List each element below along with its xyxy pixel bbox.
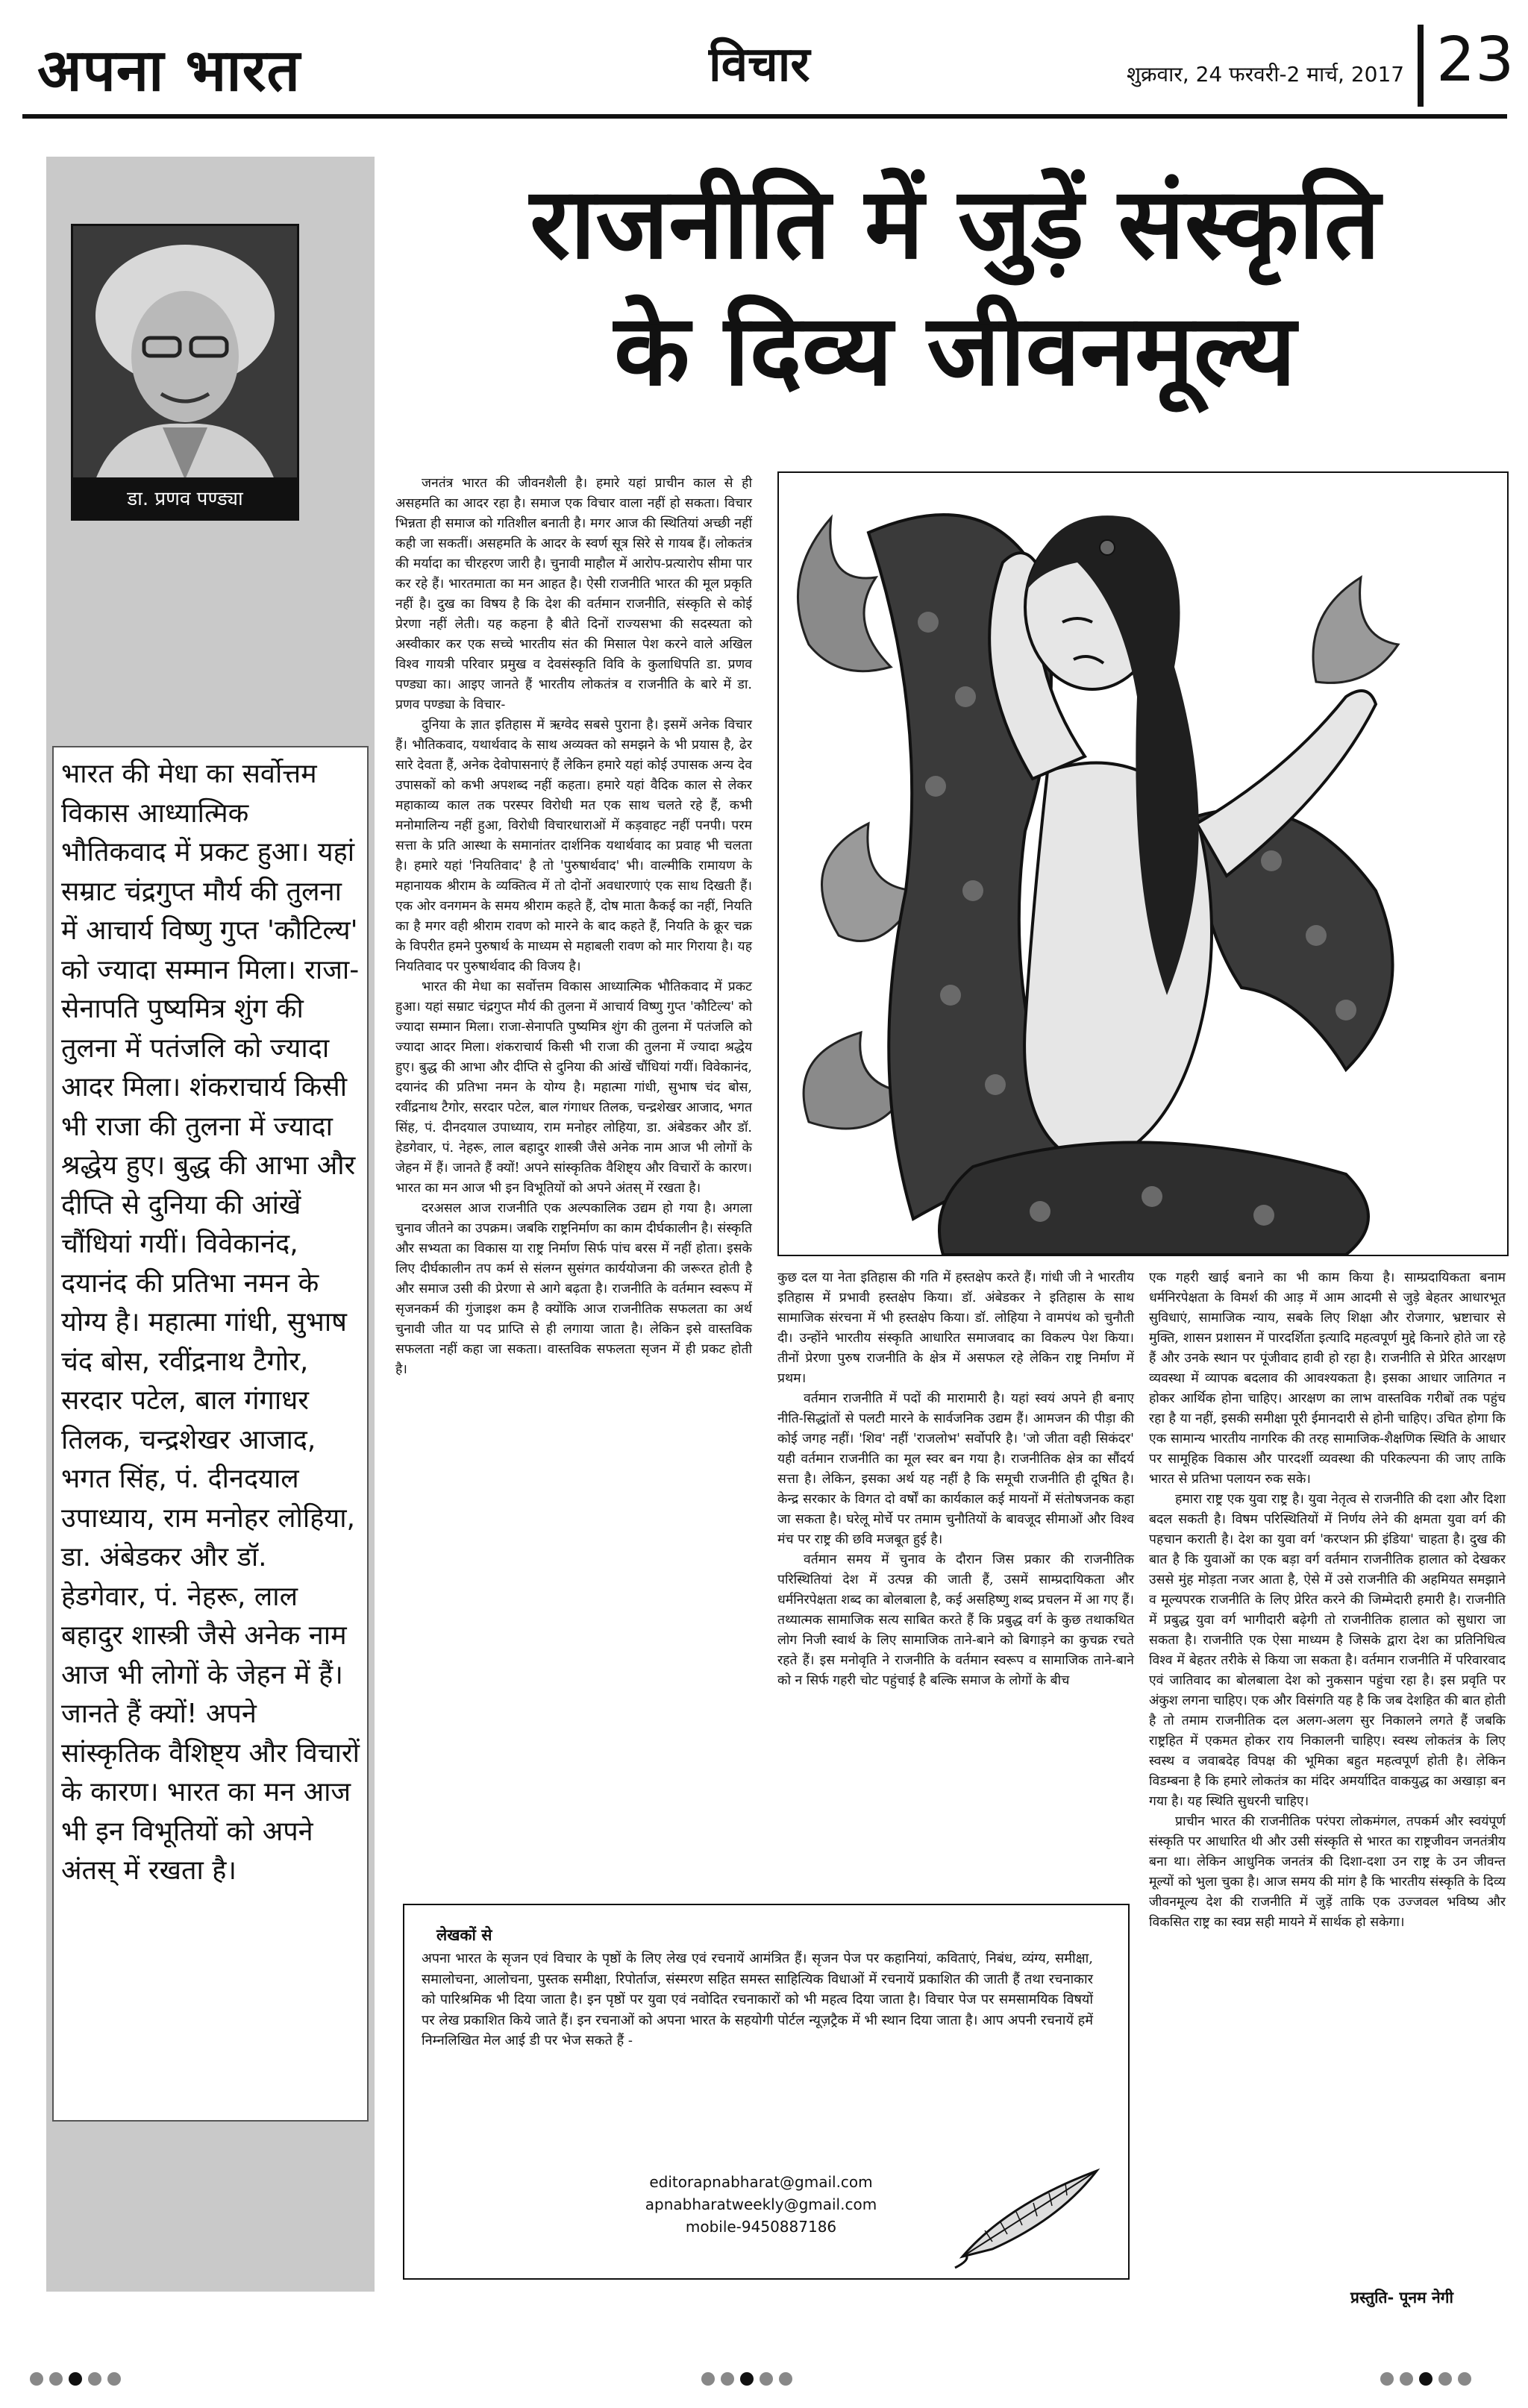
article-column-1 [395,474,752,1380]
headline [395,160,1515,414]
paragraph: दुनिया के ज्ञात इतिहास में ऋग्वेद सबसे पुराना है। इसमें अनेक विचार हैं। भौतिकवाद, यथार्थवाद के साथ अव्यक्त को समझने के भी प्रयास है, ढेर सारे देवता हैं, अनेक देवोपासनाएं हैं लेकिन हमारे यहां कोई उपासक अन्य देव उपासकों को कभी अपशब्द नहीं कहता। हमारे यहां वैदिक काल से लेकर महाकाव्य काल तक परस्पर विरोधी मत एक साथ चलते रहे हैं, कभी मनोमालिन्य नहीं हुआ, विरोधी विचारधाराओं में कड़वाहट नहीं पनपी। परम सत्ता के प्रति आस्था के समानांतर दार्शनिक यथार्थवाद का प्रवाह भी चलता है। हमारे यहां 'नियतिवाद' है तो 'पुरुषार्थवाद' भी। वाल्मीकि रामायण के महानायक श्रीराम के व्यक्तित्व में तो दोनों अवधारणाएं एक साथ दिखती हैं। एक ओर वनगमन के समय श्रीराम कहते हैं, दोष माता कैकई का नहीं, नियति का है मगर वही श्रीराम रावण को मारने के बाद कहते हैं, नियति के क्रूर चक्र के विपरीत हमने पुरुषार्थ के माध्यम से महाबली रावण को मार गिराया है। यह नियतिवाद पर पुरुषार्थवाद की विजय है। [395,718,752,974]
paragraph: प्राचीन भारत की राजनीतिक परंपरा लोकमंगल, तपकर्म और स्वयंपूर्ण संस्कृति पर आधारित थी और उसी संस्कृति से भारत का राष्ट्रजीवन जनतंत्रीय बना था। लेकिन आधुनिक जनतंत्र की दिशा-दशा उन राष्ट्र के उन जीवन्त मूल्यों को भुला चुका है। आज समय की मांग है कि भारतीय संस्कृति के दिव्य जीवनमूल्य देश की राजनीति में जुड़ें ताकि एक उज्जवल भविष्य और विकसित राष्ट्र का स्वप्न सही मायने में सार्थक हो सकेगा। [1149,1814,1506,1930]
writers-notice-heading: लेखकों से [436,1926,492,1944]
paragraph: कुछ दल या नेता इतिहास की गति में हस्तक्षेप करते हैं। गांधी जी ने भारतीय इतिहास में प्रभावी हस्तक्षेप किया। डॉ. अंबेडकर ने इतिहास के साथ सामाजिक संरचना में भी हस्तक्षेप किया। डॉ. लोहिया ने वामपंथ को चुनौती दी। उन्होंने भारतीय संस्कृति आधारित समाजवाद का विकल्प पेश किया। तीनों प्रेरणा पुरुष राजनीति के क्षेत्र में असफल रहे लेकिन राष्ट्र निर्माण में प्रथम। [777,1270,1135,1386]
page-number-divider [1418,25,1424,107]
author-photo [71,224,299,482]
headline-line-1: राजनीति में जुड़ें संस्कृति [530,166,1380,281]
issue-date: शुक्रवार, 24 फरवरी-2 मार्च, 2017 [1127,62,1405,87]
section-name: विचार [709,37,810,93]
footer-dots-right [1380,2372,1471,2386]
email-address-2[interactable]: apnabharatweekly@gmail.com [645,2195,877,2213]
footer-dots-left [30,2372,121,2386]
pull-quote: भारत की मेधा का सर्वोत्तम विकास आध्यात्मिक भौतिकवाद में प्रकट हुआ। यहां सम्राट चंद्रगुप्त मौर्य की तुलना में आचार्य विष्णु गुप्त 'कौटिल्य' को ज्यादा सम्मान मिला। राजा-सेनापति पुष्यमित्र शुंग की तुलना में पतंजलि को ज्यादा आदर मिला। शंकराचार्य किसी भी राजा की तुलना में ज्यादा श्रद्धेय हुए। बुद्ध की आभा और दीप्ति से दुनिया की आंखें चौंधियां गयीं। विवेकानंद, दयानंद की प्रतिभा नमन के योग्य है। महात्मा गांधी, सुभाष चंद बोस, रवींद्रनाथ टैगोर, सरदार पटेल, बाल गंगाधर तिलक, चन्द्रशेखर आजाद, भगत सिंह, पं. दीनदयाल उपाध्याय, राम मनोहर लोहिया, डा. अंबेडकर और डॉ. हेडगेवार, पं. नेहरू, लाल बहादुर शास्त्री जैसे अनेक नाम आज भी लोगों के जेहन में हैं। जानते हैं क्यों! अपने सांस्कृतिक वैशिष्ट्य और विचारों के कारण। भारत का मन आज भी इन विभूतियों को अपने अंतस् में रखता है। [61,759,360,1886]
illustration-woman-saree-image [779,473,1507,1255]
mobile-number: mobile-9450887186 [685,2218,837,2236]
footer-decoration [0,2372,1528,2402]
writers-contact [604,2171,918,2238]
paragraph: वर्तमान राजनीति में पदों की मारामारी है। यहां स्वयं अपने ही बनाए नीति-सिद्धांतों से पलटी मारने के सार्वजनिक उद्यम हैं। आमजन की पीड़ा की कोई जगह नहीं। 'शिव' नहीं 'राजलोभ' सर्वोपरि है। 'जो जीता वही सिकंदर' यही वर्तमान राजनीति का मूल स्वर बन गया है। राजनीतिक क्षेत्र का सौंदर्य सत्ता है। लेकिन, इसका अर्थ यह नहीं है कि समूची राजनीति ही दूषित है। केन्द्र सरकार के विगत दो वर्षों का कार्यकाल कई मायनों में संतोषजनक कहा जा सकता है। घरेलू मोर्चे पर तमाम चुनौतियों के बावजूद सीमाओं और विश्व मंच पर राष्ट्र की छवि मजबूत हुई है। [777,1391,1134,1547]
article-column-2 [777,1268,1134,1691]
masthead [22,21,1515,119]
quill-pen-icon [948,2160,1112,2271]
paragraph: हमारा राष्ट्र एक युवा राष्ट्र है। युवा नेतृत्व से राजनीति की दशा और दिशा बदल सकती है। विषम परिस्थितियों में निर्णय लेने की क्षमता युवा वर्ग की पहचान कराती है। देश का युवा वर्ग 'करप्शन फ्री इंडिया' चाहता है। दुख की बात है कि युवाओं का एक बड़ा वर्ग वर्तमान राजनीतिक हालात को देखकर उससे मुंह मोड़ता नजर आता है, ऐसे में उसे राजनीति की अहमियत समझाने व मूल्यपरक राजनीति के लिए प्रेरित करने की जिम्मेदारी हमारी है। राजनीति में प्रबुद्ध युवा वर्ग भागीदारी बढ़ेगी तो राजनीतिक हालात को सुधारा जा सकता है। राजनीति एक ऐसा माध्यम है जिसके द्वारा देश का प्रतिनिधित्व विश्व में बेहतर तरीके से किया जा सकता है। वर्तमान राजनीति में परिवारवाद एवं जातिवाद का बोलबाला देश को नुकसान पहुंचा रहा है। इस प्रवृति पर अंकुश लगना चाहिए। एक और विसंगति यह है कि जब देशहित की बात होती है तो तमाम राजनीतिक दल अलग-अलग सुर निकालने लगते हैं जबकि राष्ट्रहित में एकमत होकर राय निकालनी चाहिए। स्वस्थ लोकतंत्र के लिए स्वस्थ व जवाबदेह विपक्ष की भूमिका बहुत महत्वपूर्ण होती है। लेकिन विडम्बना है कि हमारे लोकतंत्र का मंदिर अमर्यादित वाकयुद्ध का अखाड़ा बन गया है। यह स्थिति सुधरनी चाहिए। [1149,1492,1506,1809]
page-number: 23 [1436,25,1515,95]
email-address-1[interactable]: editorapnabharat@gmail.com [649,2173,873,2191]
article-illustration [777,471,1509,1256]
paragraph: एक गहरी खाई बनाने का भी काम किया है। साम्प्रदायिकता बनाम धर्मनिरपेक्षता के विमर्श की आड़ में आम आदमी से जुड़े बेहतर आधारभूत सुविधाएं, सामाजिक न्याय, सबके लिए शिक्षा और रोजगार, भ्रष्टाचार से मुक्ति, शासन प्रशासन में पारदर्शिता इत्यादि महत्वपूर्ण मुद्दे किनारे होते जा रहे हैं और उनके स्थान पर पूंजीवाद हावी हो रहा है। राजनीति से प्रेरित आरक्षण व्यवस्था में व्यापक बदलाव की आवश्यकता है। इसका आधार जातिगत न होकर आर्थिक होना चाहिए। आरक्षण का लाभ वास्तविक गरीबों तक पहुंच रहा है या नहीं, इसकी समीक्षा पूरी ईमानदारी से होनी चाहिए। उचित होगा कि एक सामान्य भारतीय नागरिक की तरह सामाजिक-शैक्षणिक स्थिति के आधार पर सामूहिक विकास और पारदर्शी व्यवस्था की परिकल्पना की जाए ताकि भारत से प्रतिभा पलायन रुक सके। [1149,1270,1506,1487]
paragraph: वर्तमान समय में चुनाव के दौरान जिस प्रकार की राजनीतिक परिस्थितियां देश में उत्पन्न की जाती हैं, उसमें साम्प्रदायिकता और धर्मनिरपेक्षता शब्द का बोलबाला है, कई असहिष्णु शब्द प्रचलन में आ गए हैं। तथ्यात्मक सामाजिक सत्य साबित करते हैं कि प्रबुद्ध वर्ग के कुछ तथाकथित लोग निजी स्वार्थ के लिए सामाजिक ताने-बाने को बिगाड़ने का कुचक्र रचते रहते हैं। इस मनोवृति ने राजनीति के वर्तमान स्वरूप व सामाजिक ताने-बाने को न सिर्फ गहरी चोट पहुंचाई है बल्कि समाज के लोगों के बीच [777,1552,1134,1688]
writers-notice-text: अपना भारत के सृजन एवं विचार के पृष्ठों के लिए लेख एवं रचनायें आमंत्रित हैं। सृजन पेज पर कहानियां, कविताएं, निबंध, व्यंग्य, समीक्षा, समालोचना, आलोचना, पुस्तक समीक्षा, रिपोर्ताज, संस्मरण सहित समस्त साहित्यिक विधाओं में रचनायें प्रकाशित की जाती हैं तथा रचनाकार को पारिश्रमिक भी दिया जाता है। इन पृष्ठों पर युवा एवं नवोदित रचनाकारों को भी महत्व दिया जाता है। विचार पेज पर समसामयिक विषयों पर लेख प्रकाशित किये जाते हैं। इन रचनाओं को अपना भारत के सहयोगी पोर्टल न्यूज़ट्रैक में भी स्थान दिया जाता है। आप अपनी रचनायें हमें निम्नलिखित मेल आई डी पर भेज सकते हैं - [422,1951,1093,2048]
author-caption: डा. प्रणव पण्ड्या [71,477,299,521]
paragraph: दरअसल आज राजनीति एक अल्पकालिक उद्यम हो गया है। अगला चुनाव जीतने का उपक्रम। जबकि राष्ट्रनिर्माण का काम दीर्घकालीन है। संस्कृति और सभ्यता का विकास या राष्ट्र निर्माण सिर्फ पांच बरस में नहीं होता। इसके लिए दीर्घकालीन तप कर्म से संलग्न सुसंगत कार्ययोजना की जरूरत होती है और समाज उसी की प्रेरणा से आगे बढ़ता है। राजनीति के वर्तमान स्वरूप में सृजनकर्म की गुंजाइश कम है क्योंकि आज राजनीतिक सफलता का अर्थ चुनावी जीत या पद प्राप्ति से ही लगाया जाता है। लेकिन इसे वास्तविक सफलता नहीं कहा जा सकता। वास्तविक सफलता सृजन में ही प्रकट होती है। [395,1201,752,1377]
paragraph: भारत की मेधा का सर्वोत्तम विकास आध्यात्मिक भौतिकवाद में प्रकट हुआ। यहां सम्राट चंद्रगुप्त मौर्य की तुलना में आचार्य विष्णु गुप्त 'कौटिल्य' को ज्यादा सम्मान मिला। राजा-सेनापति पुष्यमित्र शुंग की तुलना में पतंजलि को ज्यादा आदर मिला। शंकराचार्य किसी भी राजा की तुलना में ज्यादा श्रद्धेय हुए। बुद्ध की आभा और दीप्ति से दुनिया की आंखें चौंधियां गयीं। विवेकानंद, दयानंद की प्रतिभा नमन के योग्य है। महात्मा गांधी, सुभाष चंद बोस, रवींद्रनाथ टैगोर, सरदार पटेल, बाल गंगाधर तिलक, चन्द्रशेखर आजाद, भगत सिंह, पं. दीनदयाल उपाध्याय, राम मनोहर लोहिया, डा. अंबेडकर और डॉ. हेडगेवार, पं. नेहरू, लाल बहादुर शास्त्री जैसे अनेक नाम आज भी लोगों के जेहन में हैं। जानते हैं क्यों! अपने सांस्कृतिक वैशिष्ट्य और विचारों के कारण। भारत का मन आज भी इन विभूतियों को अपने अंतस् में रखता है। [395,979,752,1196]
byline: प्रस्तुति- पूनम नेगी [1350,2288,1453,2307]
footer-dots-center [701,2372,792,2386]
paper-name: अपना भारत [37,37,301,104]
author-portrait-image [73,226,297,480]
article-column-3 [1149,1268,1506,1933]
paragraph: जनतंत्र भारत की जीवनशैली है। हमारे यहां प्राचीन काल से ही असहमति का आदर रहा है। समाज एक विचार वाला नहीं हो सकता। विचार भिन्नता ही समाज को गतिशील बनाती है। मगर आज की स्थितियां अच्छी नहीं कही जा सकतीं। असहमति के आदर के स्वर्ण सूत्र सिरे से गायब हैं। लोकतंत्र की मर्यादा का चीरहरण जारी है। चुनावी माहौल में आरोप-प्रत्यारोप सीमा पार कर रहे हैं। भारतमाता का मन आहत है। ऐसी राजनीति भारत की मूल प्रकृति नहीं है। दुख का विषय है कि देश की वर्तमान राजनीति, संस्कृति से कोई प्रेरणा नहीं लेती। यह कहना है बीते दिनों राज्यसभा की सदस्यता को अस्वीकार कर एक सच्चे भारतीय संत की मिसाल पेश करने वाले अखिल विश्व गायत्री परिवार प्रमुख व देवसंस्कृति विवि के कुलाधिपति डा. प्रणव पण्ड्या का। आइए जानते हैं भारतीय लोकतंत्र व राजनीति के बारे में डा. प्रणव पण्ड्या के विचार- [395,476,752,712]
headline-line-2: के दिव्य जीवनमूल्य [614,293,1296,408]
